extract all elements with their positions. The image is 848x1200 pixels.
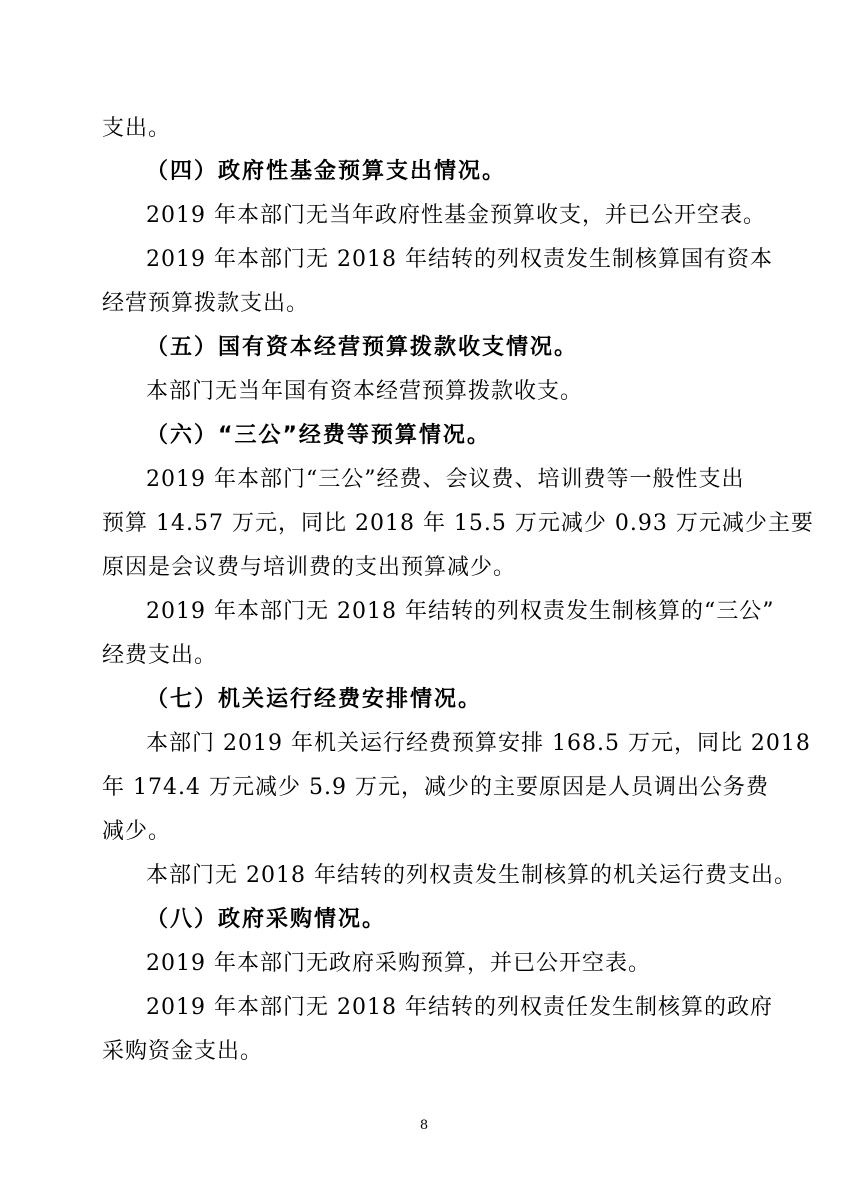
body-text-line: 2019 年本部门无 2018 年结转的列权责任发生制核算的政府 (146, 995, 773, 1020)
body-text-line: 支出。 (102, 116, 172, 141)
body-text-line: 本部门无 2018 年结转的列权责发生制核算的机关运行费支出。 (146, 863, 797, 888)
body-text-line: 年 174.4 万元减少 5.9 万元，减少的主要原因是人员调出公务费 (102, 775, 769, 800)
body-text-line: 经费支出。 (102, 643, 218, 668)
section-heading-six: （六）“三公”经费等预算情况。 (146, 423, 491, 448)
body-text-line: 采购资金支出。 (102, 1039, 264, 1064)
body-text-line: 减少。 (102, 819, 172, 844)
body-text-line: 2019 年本部门无 2018 年结转的列权责发生制核算的“三公” (146, 599, 775, 624)
body-text-line: 预算 14.57 万元，同比 2018 年 15.5 万元减少 0.93 万元减少主要 (102, 511, 814, 536)
body-text-line: 2019 年本部门无政府采购预算，并已公开空表。 (146, 951, 651, 976)
section-heading-four: （四）政府性基金预算支出情况。 (146, 159, 507, 184)
body-text-line: 2019 年本部门无 2018 年结转的列权责发生制核算国有资本 (146, 247, 773, 272)
section-heading-five: （五）国有资本经营预算拨款收支情况。 (146, 335, 579, 360)
body-text-line: 本部门 2019 年机关运行经费预算安排 168.5 万元，同比 2018 (146, 731, 811, 756)
body-text-line: 经营预算拨款支出。 (102, 291, 310, 316)
body-text-line: 本部门无当年国有资本经营预算拨款收支。 (146, 379, 584, 404)
body-text-line: 2019 年本部门“三公”经费、会议费、培训费等一般性支出 (146, 467, 745, 492)
section-heading-eight: （八）政府采购情况。 (146, 907, 387, 932)
body-text-line: 2019 年本部门无当年政府性基金预算收支，并已公开空表。 (146, 203, 766, 228)
section-heading-seven: （七）机关运行经费安排情况。 (146, 687, 483, 712)
body-text-line: 原因是会议费与培训费的支出预算减少。 (102, 555, 517, 580)
page-number: 8 (419, 1118, 429, 1133)
